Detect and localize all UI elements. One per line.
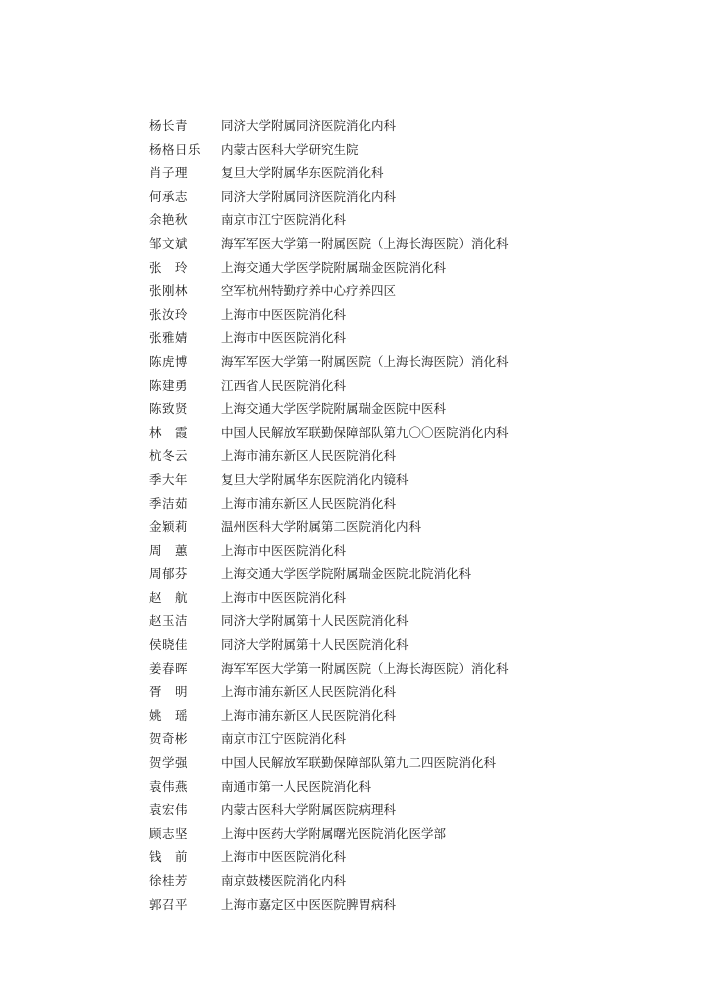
contributor-name: 徐桂芳 [149,873,189,888]
contributor-affiliation: 上海交通大学医学院附属瑞金医院中医科 [221,401,447,417]
contributor-name: 郭召平 [149,896,189,912]
list-item [149,633,669,657]
contributor-name: 余艳秋 [149,212,189,228]
contributor-name: 杨长青 [149,118,189,133]
list-item [149,845,669,869]
contributor-name: 胥 明 [149,684,189,700]
contributor-affiliation: 温州医科大学附属第二医院消化内科 [221,519,422,535]
list-item [149,185,669,209]
contributor-name: 杭冬云 [149,448,189,464]
list-item [149,869,669,893]
list-item [149,468,669,492]
contributor-name: 张汝玲 [149,306,189,322]
contributor-affiliation: 上海市中医医院消化科 [221,589,347,605]
list-item [149,727,669,751]
contributor-affiliation: 空军杭州特勤疗养中心疗养四区 [221,283,397,299]
contributor-name: 顾志坚 [149,825,189,841]
contributor-name: 袁宏伟 [149,802,189,818]
list-item [149,208,669,232]
list-item [149,303,669,327]
contributor-affiliation: 中国人民解放军联勤保障部队第九〇〇医院消化内科 [221,424,509,440]
contributor-name: 金颖莉 [149,519,189,535]
contributor-affiliation: 上海市浦东新区人民医院消化科 [221,684,397,700]
contributor-affiliation: 海军军医大学第一附属医院（上海长海医院）消化科 [221,660,509,676]
contributor-affiliation: 上海市中医医院消化科 [221,849,347,865]
contributor-affiliation: 海军军医大学第一附属医院（上海长海医院）消化科 [221,353,509,369]
contributor-affiliation: 复旦大学附属华东医院消化内镜科 [221,471,409,487]
contributor-name: 姚 瑶 [149,707,189,723]
list-item [149,515,669,539]
contributor-affiliation: 上海交通大学医学院附属瑞金医院消化科 [221,259,447,275]
contributor-affiliation: 中国人民解放军联勤保障部队第九二四医院消化科 [221,755,497,771]
contributor-name: 张刚林 [149,283,189,299]
list-item [149,161,669,185]
list-item [149,609,669,633]
list-item [149,350,669,374]
list-item [149,256,669,280]
list-item [149,775,669,799]
contributor-name: 陈致贤 [149,401,189,417]
list-item [149,374,669,398]
list-item [149,326,669,350]
contributor-name: 杨格日乐 [149,141,202,157]
contributor-affiliation: 上海市中医医院消化科 [221,306,347,322]
contributor-affiliation: 上海市中医医院消化科 [221,330,347,346]
list-item [149,492,669,516]
contributor-name: 邹文斌 [149,235,189,251]
contributor-name: 赵玉洁 [149,613,189,629]
contributor-affiliation: 南京市江宁医院消化科 [221,212,347,228]
contributor-name: 林 霞 [149,424,189,440]
contributor-name: 姜春晖 [149,660,189,676]
contributor-affiliation: 内蒙古医科大学研究生院 [221,141,359,157]
contributor-name: 贺奇彬 [149,731,189,747]
list-item [149,822,669,846]
contributor-affiliation: 复旦大学附属华东医院消化科 [221,165,384,181]
contributor-affiliation: 同济大学附属同济医院消化内科 [221,118,397,133]
list-item [149,798,669,822]
contributor-name: 张雅婧 [149,330,189,346]
list-item [149,586,669,610]
contributor-list [149,114,669,916]
contributor-affiliation: 海军军医大学第一附属医院（上海长海医院）消化科 [221,235,509,251]
list-item [149,279,669,303]
contributor-affiliation: 上海市中医医院消化科 [221,542,347,558]
contributor-name: 陈虎博 [149,353,189,369]
contributor-name: 张 玲 [149,259,189,275]
contributor-affiliation: 内蒙古医科大学附属医院病理科 [221,802,397,818]
contributor-affiliation: 江西省人民医院消化科 [221,377,347,393]
contributor-name: 陈建勇 [149,377,189,393]
contributor-affiliation: 同济大学附属同济医院消化内科 [221,188,397,204]
contributor-affiliation: 上海中医药大学附属曙光医院消化医学部 [221,825,447,841]
list-item [149,421,669,445]
contributor-name: 何承志 [149,188,189,204]
list-item [149,138,669,162]
contributor-name: 袁伟燕 [149,778,189,794]
contributor-name: 侯晓佳 [149,637,189,653]
contributor-name: 周 蕙 [149,542,189,558]
list-item [149,704,669,728]
contributor-name: 周郁芬 [149,566,189,582]
list-item [149,657,669,681]
contributor-name: 季大年 [149,471,189,487]
list-item [149,893,669,917]
list-item [149,539,669,563]
contributor-name: 赵 航 [149,589,189,605]
contributor-name: 季洁茹 [149,495,189,511]
list-item [149,562,669,586]
contributor-affiliation: 上海市浦东新区人民医院消化科 [221,495,397,511]
list-item [149,680,669,704]
list-item [149,444,669,468]
contributor-affiliation: 南京市江宁医院消化科 [221,731,347,747]
list-item [149,397,669,421]
contributor-name: 钱 前 [149,849,189,865]
list-item [149,751,669,775]
contributor-affiliation: 南京鼓楼医院消化内科 [221,873,347,888]
contributor-affiliation: 上海市浦东新区人民医院消化科 [221,448,397,464]
list-item [149,114,669,138]
contributor-affiliation: 同济大学附属第十人民医院消化科 [221,613,409,629]
contributor-affiliation: 上海市嘉定区中医医院脾胃病科 [221,896,397,912]
list-item [149,232,669,256]
contributor-name: 肖子理 [149,165,189,181]
contributor-affiliation: 南通市第一人民医院消化科 [221,778,372,794]
contributor-affiliation: 同济大学附属第十人民医院消化科 [221,637,409,653]
contributor-affiliation: 上海市浦东新区人民医院消化科 [221,707,397,723]
contributor-name: 贺学强 [149,755,189,771]
contributor-affiliation: 上海交通大学医学院附属瑞金医院北院消化科 [221,566,472,582]
